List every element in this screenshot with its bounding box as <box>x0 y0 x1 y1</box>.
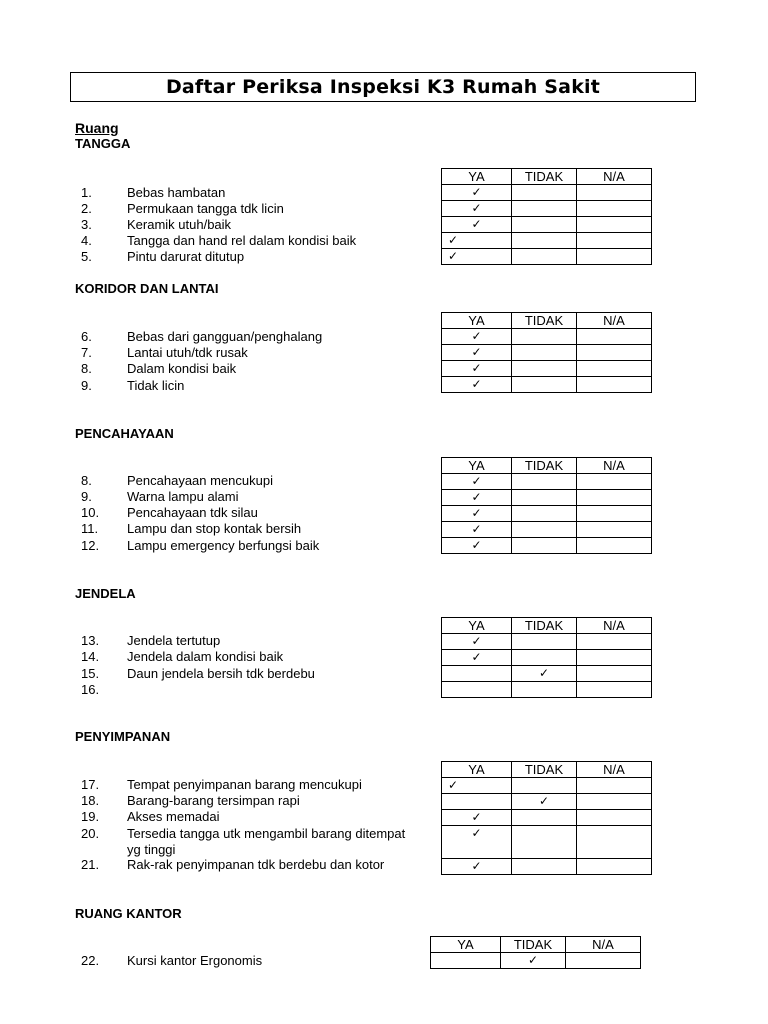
item-number: 6. <box>81 329 92 344</box>
checkmark-icon: ✓ <box>471 345 482 359</box>
checklist-table <box>441 168 652 265</box>
item-text: Dalam kondisi baik <box>127 361 237 376</box>
check-cell-na[interactable] <box>577 201 652 217</box>
check-cell-na[interactable] <box>577 329 652 345</box>
column-header-tidak: TIDAK <box>512 762 577 778</box>
check-cell-ya[interactable] <box>442 329 512 345</box>
table-row <box>442 329 652 345</box>
item-text: Lantai utuh/tdk rusak <box>127 345 248 360</box>
checkmark-icon: ✓ <box>448 778 459 792</box>
checkmark-icon: ✓ <box>471 522 482 536</box>
check-cell-na[interactable] <box>577 826 652 859</box>
item-number: 14. <box>81 649 100 664</box>
checklist-table <box>441 617 652 698</box>
column-header-tidak: TIDAK <box>512 458 577 474</box>
table-row <box>442 650 652 666</box>
column-header-ya: YA <box>442 762 512 778</box>
check-cell-tidak[interactable] <box>512 810 577 826</box>
check-cell-tidak[interactable] <box>512 474 577 490</box>
item-number: 9. <box>81 489 92 504</box>
check-cell-na[interactable] <box>577 377 652 393</box>
item-number: 13. <box>81 633 100 648</box>
item-text: Jendela dalam kondisi baik <box>127 649 284 664</box>
item-number: 22. <box>81 953 100 968</box>
table-row <box>442 522 652 538</box>
item-text: Barang-barang tersimpan rapi <box>127 793 300 808</box>
table-row <box>442 538 652 554</box>
check-cell-na[interactable] <box>577 345 652 361</box>
checkmark-icon: ✓ <box>471 810 482 824</box>
check-cell-na[interactable] <box>577 233 652 249</box>
table-header-row <box>442 458 652 474</box>
document-title: Daftar Periksa Inspeksi K3 Rumah Sakit <box>70 72 696 102</box>
checklist-table <box>441 312 652 393</box>
check-cell-na[interactable] <box>577 522 652 538</box>
checkmark-icon: ✓ <box>471 217 482 231</box>
item-number: 5. <box>81 249 92 264</box>
item-number: 1. <box>81 185 92 200</box>
check-cell-ya[interactable] <box>442 778 512 794</box>
column-header-tidak: TIDAK <box>512 618 577 634</box>
check-cell-ya[interactable] <box>442 522 512 538</box>
item-number: 20. <box>81 826 100 841</box>
item-text: Bebas hambatan <box>127 185 226 200</box>
check-cell-tidak[interactable] <box>512 506 577 522</box>
check-cell-ya[interactable] <box>431 953 501 969</box>
check-cell-ya[interactable] <box>442 490 512 506</box>
table-row <box>442 634 652 650</box>
item-number: 21. <box>81 857 100 872</box>
check-cell-tidak[interactable] <box>512 329 577 345</box>
check-cell-ya[interactable] <box>442 361 512 377</box>
check-cell-na[interactable] <box>577 474 652 490</box>
item-number: 8. <box>81 473 92 488</box>
section-heading: TANGGA <box>75 136 131 151</box>
table-header-row <box>442 762 652 778</box>
check-cell-tidak[interactable] <box>512 522 577 538</box>
check-cell-ya[interactable] <box>442 185 512 201</box>
checkmark-icon: ✓ <box>538 794 550 808</box>
column-header-ya: YA <box>442 618 512 634</box>
item-text: Jendela tertutup <box>127 633 221 648</box>
check-cell-ya[interactable] <box>442 826 512 859</box>
column-header-ya: YA <box>442 313 512 329</box>
table-row <box>442 233 652 249</box>
item-number: 16. <box>81 682 100 697</box>
item-text: Rak-rak penyimpanan tdk berdebu dan kotor <box>127 857 385 872</box>
column-header-na: N/A <box>566 937 641 953</box>
checklist-table <box>430 936 641 969</box>
table-row <box>442 345 652 361</box>
table-row <box>442 666 652 682</box>
check-cell-tidak[interactable] <box>512 201 577 217</box>
section-heading: PENCAHAYAAN <box>75 426 174 441</box>
item-number: 7. <box>81 345 92 360</box>
item-text: Pencahayaan tdk silau <box>127 505 258 520</box>
checkmark-icon: ✓ <box>471 377 482 391</box>
checkmark-icon: ✓ <box>471 826 482 840</box>
check-cell-ya[interactable] <box>442 810 512 826</box>
section-heading: JENDELA <box>75 586 136 601</box>
item-text: Tidak licin <box>127 378 185 393</box>
check-cell-na[interactable] <box>577 217 652 233</box>
check-cell-tidak[interactable] <box>501 953 566 969</box>
checkmark-icon: ✓ <box>471 634 482 648</box>
check-cell-tidak[interactable] <box>512 826 577 859</box>
column-header-na: N/A <box>577 169 652 185</box>
check-cell-ya[interactable] <box>442 634 512 650</box>
column-header-ya: YA <box>431 937 501 953</box>
column-header-na: N/A <box>577 313 652 329</box>
item-number: 9. <box>81 378 92 393</box>
check-cell-tidak[interactable] <box>512 185 577 201</box>
column-header-na: N/A <box>577 458 652 474</box>
check-cell-ya[interactable] <box>442 650 512 666</box>
item-text: Daun jendela bersih tdk berdebu <box>127 666 315 681</box>
check-cell-na[interactable] <box>577 490 652 506</box>
check-cell-na[interactable] <box>577 778 652 794</box>
item-number: 12. <box>81 538 100 553</box>
checklist-table <box>441 761 652 875</box>
check-cell-na[interactable] <box>577 666 652 682</box>
check-cell-na[interactable] <box>577 506 652 522</box>
item-number: 3. <box>81 217 92 232</box>
checklist-table <box>441 457 652 554</box>
check-cell-na[interactable] <box>577 185 652 201</box>
checkmark-icon: ✓ <box>471 506 482 520</box>
item-text: Keramik utuh/baik <box>127 217 232 232</box>
column-header-tidak: TIDAK <box>512 169 577 185</box>
check-cell-na[interactable] <box>577 634 652 650</box>
checkmark-icon: ✓ <box>471 490 482 504</box>
column-header-tidak: TIDAK <box>501 937 566 953</box>
table-row <box>442 249 652 265</box>
column-header-na: N/A <box>577 762 652 778</box>
check-cell-tidak[interactable] <box>512 682 577 698</box>
check-cell-na[interactable] <box>577 650 652 666</box>
check-cell-ya[interactable] <box>442 377 512 393</box>
check-cell-tidak[interactable] <box>512 490 577 506</box>
table-header-row <box>442 618 652 634</box>
item-text: Kursi kantor Ergonomis <box>127 953 263 968</box>
check-cell-na[interactable] <box>577 249 652 265</box>
item-text: Lampu emergency berfungsi baik <box>127 538 320 553</box>
check-cell-ya[interactable] <box>442 345 512 361</box>
check-cell-ya[interactable] <box>442 474 512 490</box>
check-cell-na[interactable] <box>566 953 641 969</box>
check-cell-na[interactable] <box>577 794 652 810</box>
section-heading: RUANG KANTOR <box>75 906 182 921</box>
table-row <box>442 810 652 826</box>
check-cell-ya[interactable] <box>442 859 512 875</box>
table-row <box>442 377 652 393</box>
check-cell-na[interactable] <box>577 682 652 698</box>
check-cell-ya[interactable] <box>442 249 512 265</box>
check-cell-tidak[interactable] <box>512 634 577 650</box>
table-row <box>442 506 652 522</box>
check-cell-ya[interactable] <box>442 217 512 233</box>
check-cell-tidak[interactable] <box>512 345 577 361</box>
checkmark-icon: ✓ <box>471 859 482 873</box>
item-number: 17. <box>81 777 100 792</box>
item-number: 15. <box>81 666 100 681</box>
table-header-row <box>442 313 652 329</box>
check-cell-tidak[interactable] <box>512 217 577 233</box>
checkmark-icon: ✓ <box>471 201 482 215</box>
column-header-tidak: TIDAK <box>512 313 577 329</box>
item-text: Bebas dari gangguan/penghalang <box>127 329 323 344</box>
check-cell-tidak[interactable] <box>512 778 577 794</box>
ruang-label: Ruang <box>75 120 119 136</box>
table-row <box>442 490 652 506</box>
column-header-ya: YA <box>442 458 512 474</box>
item-number: 8. <box>81 361 92 376</box>
check-cell-tidak[interactable] <box>512 233 577 249</box>
check-cell-tidak[interactable] <box>512 650 577 666</box>
checkmark-icon: ✓ <box>471 361 482 375</box>
table-header-row <box>442 169 652 185</box>
check-cell-tidak[interactable] <box>512 794 577 810</box>
checkmark-icon: ✓ <box>527 953 539 967</box>
checkmark-icon: ✓ <box>448 233 459 247</box>
check-cell-na[interactable] <box>577 859 652 875</box>
check-cell-tidak[interactable] <box>512 538 577 554</box>
item-text: Akses memadai <box>127 809 220 824</box>
item-text-continued: yg tinggi <box>127 842 176 857</box>
checkmark-icon: ✓ <box>538 666 550 680</box>
item-text: Tangga dan hand rel dalam kondisi baik <box>127 233 357 248</box>
item-number: 18. <box>81 793 100 808</box>
check-cell-ya[interactable] <box>442 794 512 810</box>
item-number: 10. <box>81 505 100 520</box>
table-row <box>431 953 641 969</box>
item-text: Tersedia tangga utk mengambil barang ditempat <box>127 826 406 841</box>
item-number: 4. <box>81 233 92 248</box>
table-row <box>442 794 652 810</box>
item-number: 2. <box>81 201 92 216</box>
checkmark-icon: ✓ <box>471 185 482 199</box>
checkmark-icon: ✓ <box>471 650 482 664</box>
checkmark-icon: ✓ <box>448 249 459 263</box>
item-text: Lampu dan stop kontak bersih <box>127 521 302 536</box>
table-row <box>442 682 652 698</box>
item-text: Pintu darurat ditutup <box>127 249 245 264</box>
section-heading: PENYIMPANAN <box>75 729 171 744</box>
table-row <box>442 474 652 490</box>
table-row <box>442 826 652 859</box>
table-row <box>442 859 652 875</box>
check-cell-ya[interactable] <box>442 666 512 682</box>
check-cell-na[interactable] <box>577 538 652 554</box>
item-number: 11. <box>81 521 99 536</box>
table-row <box>442 361 652 377</box>
check-cell-ya[interactable] <box>442 506 512 522</box>
check-cell-na[interactable] <box>577 810 652 826</box>
item-number: 19. <box>81 809 100 824</box>
column-header-ya: YA <box>442 169 512 185</box>
section-heading: KORIDOR DAN LANTAI <box>75 281 219 296</box>
check-cell-ya[interactable] <box>442 538 512 554</box>
table-row <box>442 201 652 217</box>
table-header-row <box>431 937 641 953</box>
table-row <box>442 185 652 201</box>
table-row <box>442 217 652 233</box>
check-cell-ya[interactable] <box>442 201 512 217</box>
check-cell-tidak[interactable] <box>512 859 577 875</box>
check-cell-tidak[interactable] <box>512 666 577 682</box>
checkmark-icon: ✓ <box>471 329 482 343</box>
item-text: Tempat penyimpanan barang mencukupi <box>127 777 362 792</box>
check-cell-ya[interactable] <box>442 233 512 249</box>
check-cell-tidak[interactable] <box>512 249 577 265</box>
checkmark-icon: ✓ <box>471 474 482 488</box>
check-cell-tidak[interactable] <box>512 361 577 377</box>
item-text: Pencahayaan mencukupi <box>127 473 273 488</box>
item-text: Permukaan tangga tdk licin <box>127 201 284 216</box>
check-cell-ya[interactable] <box>442 682 512 698</box>
column-header-na: N/A <box>577 618 652 634</box>
item-text: Warna lampu alami <box>127 489 239 504</box>
checkmark-icon: ✓ <box>471 538 482 552</box>
table-row <box>442 778 652 794</box>
check-cell-tidak[interactable] <box>512 377 577 393</box>
check-cell-na[interactable] <box>577 361 652 377</box>
